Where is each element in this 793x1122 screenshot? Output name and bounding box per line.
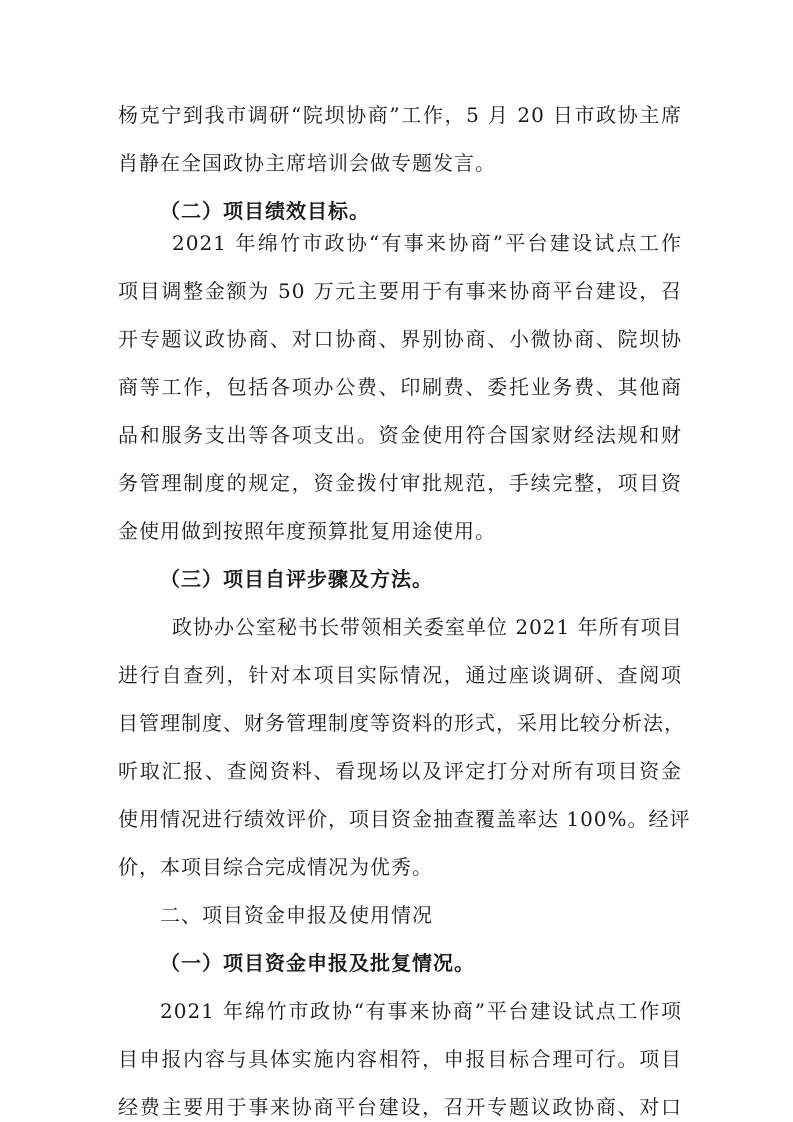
text-line: 使用情况进行绩效评价，项目资金抽查覆盖率达 100%。经评 xyxy=(118,807,691,831)
section-heading-plain: 二、项目资金申报及使用情况 xyxy=(160,903,433,927)
section-heading: （三）项目自评步骤及方法。 xyxy=(160,567,433,591)
text-line: 进行自查列，针对本项目实际情况，通过座谈调研、查阅项 xyxy=(118,663,682,687)
text-line: 肖静在全国政协主席培训会做专题发言。 xyxy=(118,151,496,175)
text-line: 目管理制度、财务管理制度等资料的形式，采用比较分析法， xyxy=(118,711,685,735)
section-heading: （二）项目绩效目标。 xyxy=(160,199,370,223)
text-line: 项目调整金额为 50 万元主要用于有事来协商平台建设，召 xyxy=(118,279,682,303)
text-line: 杨克宁到我市调研“院坝协商”工作，5 月 20 日市政协主席 xyxy=(118,103,682,127)
text-line: 商等工作，包括各项办公费、印刷费、委托业务费、其他商 xyxy=(118,375,682,399)
text-line: 经费主要用于事来协商平台建设，召开专题议政协商、对口 xyxy=(118,1095,682,1119)
text-line: 2021 年绵竹市政协“有事来协商”平台建设试点工作项 xyxy=(160,999,682,1023)
text-line: 目申报内容与具体实施内容相符，申报目标合理可行。项目 xyxy=(118,1047,682,1071)
text-line: 听取汇报、查阅资料、看现场以及评定打分对所有项目资金 xyxy=(118,759,682,783)
text-line: 开专题议政协商、对口协商、界别协商、小微协商、院坝协 xyxy=(118,327,682,351)
text-line: 务管理制度的规定，资金拨付审批规范，手续完整，项目资 xyxy=(118,471,682,495)
text-line: 金使用做到按照年度预算批复用途使用。 xyxy=(118,519,496,543)
text-line: 价，本项目综合完成情况为优秀。 xyxy=(118,855,433,879)
text-line: 2021 年绵竹市政协“有事来协商”平台建设试点工作 xyxy=(172,231,682,255)
text-line: 品和服务支出等各项支出。资金使用符合国家财经法规和财 xyxy=(118,423,682,447)
text-line: 政协办公室秘书长带领相关委室单位 2021 年所有项目 xyxy=(172,615,683,639)
section-heading: （一）项目资金申报及批复情况。 xyxy=(160,951,475,975)
